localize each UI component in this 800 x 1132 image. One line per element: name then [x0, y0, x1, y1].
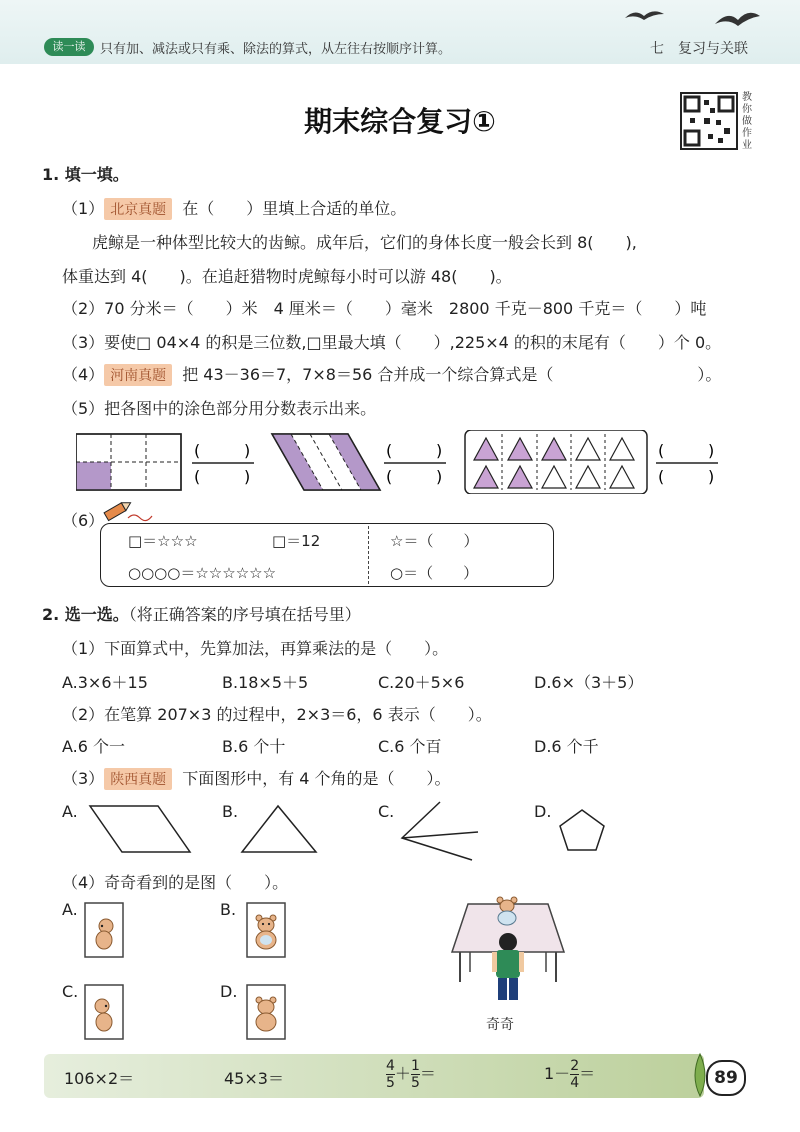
- bear-view-d: [246, 984, 286, 1040]
- answer-fraction-2: [384, 441, 446, 486]
- q2-s4: （4）奇奇看到的是图（ ）。: [62, 873, 289, 892]
- svg-text:): ): [708, 441, 715, 460]
- header-tip: 只有加、减法或只有乘、除法的算式，从左往右按顺序计算。: [100, 42, 452, 57]
- q1-p6-eq3: ○○○○＝☆☆☆☆☆☆: [128, 564, 277, 582]
- qr-code-icon[interactable]: [680, 92, 738, 150]
- q2-s3-label-a[interactable]: A.: [62, 802, 78, 821]
- bear-view-b: [246, 902, 286, 958]
- fraction-figures: [76, 430, 726, 494]
- q1-part5: （5）把各图中的涂色部分用分数表示出来。: [62, 399, 377, 418]
- q1-p1-num: （1）: [62, 199, 105, 218]
- q2-s3-label-b[interactable]: B.: [222, 802, 239, 821]
- source-tag: 陕西真题: [104, 768, 172, 790]
- source-tag: 河南真题: [104, 364, 172, 386]
- q1-p1-line1: 虎鲸是一种体型比较大的齿鲸。成年后，它们的身体长度一般会长到 8( ),: [92, 233, 637, 252]
- svg-text:(: (: [194, 441, 201, 460]
- svg-text:(: (: [386, 441, 393, 460]
- q2-s1-option-d[interactable]: D.6×（3＋5）: [534, 673, 644, 692]
- read-badge: 读一读: [44, 38, 94, 56]
- q1-p6-circle-answer[interactable]: ○＝（ ）: [390, 564, 479, 582]
- figure-parallelogram: [272, 434, 380, 490]
- q1-p6-divider: [368, 526, 369, 584]
- svg-text:): ): [708, 467, 715, 486]
- page-title: 期末综合复习①: [304, 105, 496, 138]
- q2-s2-option-b[interactable]: B.6 个十: [222, 737, 286, 756]
- source-tag: 北京真题: [104, 198, 172, 220]
- fraction-4-5: $\frac{4}{5}$: [386, 1058, 395, 1091]
- q1-p4-num: （4）: [62, 365, 105, 384]
- footer-band: [44, 1054, 704, 1098]
- q2-s4-label-d[interactable]: D.: [220, 982, 238, 1001]
- q2-s3-num: （3）: [62, 769, 105, 788]
- qr-caption: 教你做作业: [742, 92, 752, 151]
- svg-text:): ): [244, 467, 251, 486]
- footer-calc-4: $1-\frac{2}{4}=$: [544, 1058, 596, 1091]
- answer-fraction-1: [192, 441, 254, 486]
- q2-heading: 2. 选一选。: [42, 605, 129, 624]
- birds-illustration: [620, 4, 770, 34]
- section-title: 七 复习与关联: [650, 41, 748, 57]
- q2-s4-label-a[interactable]: A.: [62, 900, 78, 919]
- q2-heading-note: （将正确答案的序号填在括号里）: [128, 605, 361, 624]
- q2-s1-option-c[interactable]: C.20＋5×6: [378, 673, 465, 692]
- shape-angle: [402, 802, 472, 860]
- shape-angle-extra: [402, 832, 478, 838]
- q2-s3-label-c[interactable]: C.: [378, 802, 395, 821]
- q2-heading-row: [42, 602, 361, 625]
- shape-triangle: [242, 806, 316, 852]
- q1-p6-eq2: □＝12: [272, 532, 321, 550]
- q2-s4-label-b[interactable]: B.: [220, 900, 237, 919]
- q2-s2-option-a[interactable]: A.6 个一: [62, 737, 126, 756]
- q2-s1: （1）下面算式中，先算加法，再算乘法的是（ ）。: [62, 639, 449, 658]
- q1-heading: 1. 填一填。: [42, 165, 129, 184]
- svg-text:): ): [436, 467, 443, 486]
- q1-p4-text: 把 43－36＝7，7×8＝56 合并成一个综合算式是（ ）。: [182, 365, 722, 384]
- q2-s1-option-b[interactable]: B.18×5＋5: [222, 673, 309, 692]
- qiqi-table-scene: [448, 890, 568, 1020]
- footer-calc-2: 45×3＝: [224, 1069, 284, 1088]
- q2-s3-label-d[interactable]: D.: [534, 802, 552, 821]
- q1-part4: [62, 362, 721, 386]
- fraction-1-5: $\frac{1}{5}$: [410, 1058, 420, 1091]
- q2-s3: [62, 766, 451, 790]
- q2-s3-shapes: [80, 800, 620, 864]
- q2-s2-option-c[interactable]: C.6 个百: [378, 737, 442, 756]
- q1-p6-num: （6）: [62, 511, 105, 530]
- svg-text:(: (: [658, 467, 665, 486]
- q2-s2: （2）在笔算 207×3 的过程中，2×3＝6，6 表示（ ）。: [62, 705, 492, 724]
- q1-p1-text: 在（ ）里填上合适的单位。: [182, 199, 407, 218]
- q2-s3-text: 下面图形中，有 4 个角的是（ ）。: [182, 769, 451, 788]
- q1-part1: [62, 196, 406, 220]
- q2-s1-option-a[interactable]: A.3×6＋15: [62, 673, 148, 692]
- answer-fraction-3: [656, 441, 718, 486]
- shape-pentagon: [560, 810, 604, 850]
- svg-text:): ): [244, 441, 251, 460]
- bear-view-a: [84, 902, 124, 958]
- svg-text:(: (: [658, 441, 665, 460]
- svg-text:(: (: [194, 467, 201, 486]
- shape-parallelogram: [90, 806, 190, 852]
- footer-calc-1: 106×2＝: [64, 1069, 135, 1088]
- bear-view-c: [84, 984, 124, 1040]
- q2-s2-option-d[interactable]: D.6 个千: [534, 737, 599, 756]
- q1-p6-star-answer[interactable]: ☆＝（ ）: [390, 532, 479, 550]
- figure-rectangle: [76, 434, 181, 490]
- q1-part3: （3）要使□ 04×4 的积是三位数,□里最大填（ ）,225×4 的积的末尾有（ ）个 0。: [62, 333, 722, 352]
- figure-triangles: [465, 430, 647, 494]
- footer-calc-3: $\frac{4}{5}+\frac{1}{5}=$: [386, 1058, 436, 1091]
- q1-part2: （2）70 分米＝（ ）米 4 厘米＝（ ）毫米 2800 千克－800 千克＝（ ）吨: [62, 299, 707, 318]
- svg-text:(: (: [386, 467, 393, 486]
- fraction-2-4: $\frac{2}{4}$: [570, 1058, 580, 1091]
- qiqi-label: 奇奇: [486, 1017, 514, 1033]
- q2-s4-label-c[interactable]: C.: [62, 982, 79, 1001]
- page-number: 89: [706, 1060, 746, 1096]
- svg-text:): ): [436, 441, 443, 460]
- q1-p6-eq1: □＝☆☆☆: [128, 532, 198, 550]
- q1-p1-line2: 体重达到 4( )。在追赶猎物时虎鲸每小时可以游 48( )。: [62, 267, 512, 286]
